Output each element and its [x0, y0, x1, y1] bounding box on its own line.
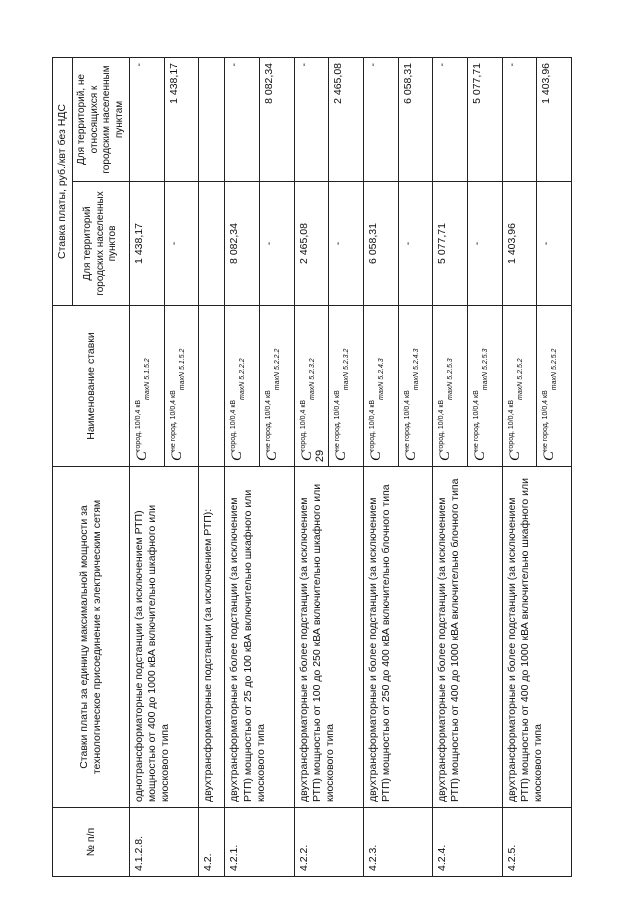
row-number: 4.1.2.8. [130, 808, 199, 877]
header-num: № п/п [53, 808, 130, 877]
table-row [225, 58, 260, 877]
header-description: Ставки платы за единицу максимальной мощности за технологическое присоединение к электрическим сетям [53, 467, 130, 808]
rate-code: $C^{город, 10/0,4 кВ}_{maxN 5.2.5.2}$ [502, 306, 537, 467]
rural-value: - [433, 58, 468, 182]
rural-value: 6 058,31 [398, 58, 433, 182]
header-rate: Ставка платы, руб./квт без НДС [53, 58, 73, 306]
row-description: двухтрансформаторные и более подстанции (за исключением РТП) мощностью от 100 до 250 кВА включительно шкафного или киоскового типа [294, 467, 363, 808]
header-row-1 [53, 58, 73, 877]
table-row [130, 58, 165, 877]
rate-code: $C^{не город, 10/0,4 кВ}_{maxN 5.2.5.2}$ [537, 306, 572, 467]
urban-value: 1 403,96 [502, 182, 537, 306]
rate-code: $C^{город, 10/0,4 кВ}_{maxN 5.2.5.3}$ [433, 306, 468, 467]
row-description: однотрансформаторные подстанции (за исключением РТП) мощностью от 400 до 1000 кВА включительно шкафного или киоскового типа [130, 467, 199, 808]
urban-value: 1 438,17 [130, 182, 165, 306]
row-description: двухтрансформаторные и более подстанции (за исключением РТП) мощностью от 400 до 1000 кВА включительно шкафного или киоскового типа [502, 467, 571, 808]
urban-value: - [329, 182, 364, 306]
rate-code: $C^{не город, 10/0,4 кВ}_{maxN 5.2.2.2}$ [260, 306, 295, 467]
urban-value: - [260, 182, 295, 306]
urban-value: - [537, 182, 572, 306]
row-number: 4.2. [199, 808, 225, 877]
rate-code: $C^{не город, 10/0,4 кВ}_{maxN 5.2.3.2}$ [329, 306, 364, 467]
row-number: 4.2.5. [502, 808, 571, 877]
row-number: 4.2.4. [433, 808, 502, 877]
empty-cell [199, 58, 225, 182]
rural-value: - [364, 58, 399, 182]
rotated-table-container [52, 57, 572, 877]
rate-code: $C^{не город, 10/0,4 кВ}_{maxN 5.1.5.2}$ [164, 306, 199, 467]
row-description: двухтрансформаторные и более подстанции (за исключением РТП) мощностью от 250 до 400 кВА включительно блочного типа [364, 467, 433, 808]
rural-value: 1 438,17 [164, 58, 199, 182]
rural-value: - [225, 58, 260, 182]
empty-cell [199, 182, 225, 306]
row-description: двухтрансформаторные и более подстанции (за исключением РТП) мощностью от 25 до 100 кВА включительно шкафного или киоскового типа [225, 467, 294, 808]
rural-value: 2 465,08 [329, 58, 364, 182]
row-number: 4.2.2. [294, 808, 363, 877]
rural-value: - [130, 58, 165, 182]
urban-value: - [164, 182, 199, 306]
urban-value: 5 077,71 [433, 182, 468, 306]
row-number: 4.2.1. [225, 808, 294, 877]
row-description: двухтрансформаторные подстанции (за исключением РТП): [199, 467, 225, 808]
header-rate-name: Наименование ставки [53, 306, 130, 467]
table-row [502, 58, 537, 877]
rural-value: 1 403,96 [537, 58, 572, 182]
header-urban: Для территорий городских населенных пунктов [73, 182, 130, 306]
rural-value: 8 082,34 [260, 58, 295, 182]
header-rural: Для территорий, не относящихся к городским населенным пунктам [73, 58, 130, 182]
rate-code: $C^{город, 10/0,4 кВ}_{maxN 5.1.5.2}$ [130, 306, 165, 467]
urban-value: - [467, 182, 502, 306]
row-number: 4.2.3. [364, 808, 433, 877]
rural-value: 5 077,71 [467, 58, 502, 182]
tariff-table [52, 57, 572, 877]
rate-code: $C^{город, 10/0,4 кВ}_{maxN 5.2.2.2}$ [225, 306, 260, 467]
urban-value: 8 082,34 [225, 182, 260, 306]
row-description: двухтрансформаторные и более подстанции (за исключением РТП) мощностью от 400 до 1000 кВА включительно блочного типа [433, 467, 502, 808]
table-row [294, 58, 329, 877]
empty-cell [199, 306, 225, 467]
page-number: 29 [314, 449, 326, 463]
table-row [364, 58, 399, 877]
urban-value: 6 058,31 [364, 182, 399, 306]
rural-value: - [294, 58, 329, 182]
rural-value: - [502, 58, 537, 182]
rate-code: $C^{город, 10/0,4 кВ}_{maxN 5.2.3.2}$ [294, 306, 329, 467]
urban-value: 2 465,08 [294, 182, 329, 306]
table-row [199, 58, 225, 877]
rate-code: $C^{не город, 10/0,4 кВ}_{maxN 5.2.5.3}$ [467, 306, 502, 467]
urban-value: - [398, 182, 433, 306]
table-row [433, 58, 468, 877]
rate-code: $C^{не город, 10/0,4 кВ}_{maxN 5.2.4.3}$ [398, 306, 433, 467]
rate-code: $C^{город, 10/0,4 кВ}_{maxN 5.2.4.3}$ [364, 306, 399, 467]
